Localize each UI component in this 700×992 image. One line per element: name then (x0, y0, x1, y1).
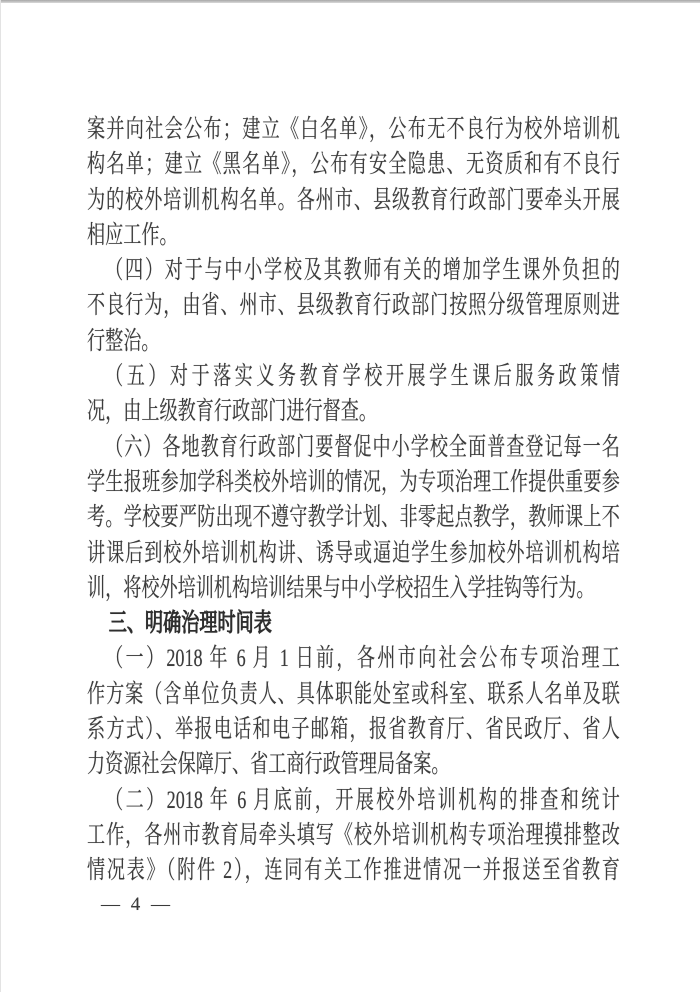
text-line: 况，由上级教育行政部门进行督查。 (87, 398, 378, 426)
text-line: 训，将校外培训机构培训结果与中小学校招生入学挂钩等行为。 (87, 574, 595, 602)
document-text-block (87, 112, 620, 889)
text-line: 不良行为，由省、州市、县级教育行政部门按照分级管理原则进 (87, 292, 620, 320)
text-line: （二）2018 年 6 月底前，开展校外培训机构的排查和统计 (105, 786, 620, 814)
text-line: 力资源社会保障厅、省工商行政管理局备案。 (87, 751, 450, 779)
scan-edge-left (0, 0, 1, 992)
text-line: 行整治。 (87, 327, 160, 355)
text-line: 工作，各州市教育局牵头填写《校外培训机构专项治理摸排整改 (87, 821, 620, 849)
scan-edge-top (0, 0, 700, 3)
text-line: 构名单；建立《黑名单》，公布有安全隐患、无资质和有不良行 (87, 151, 620, 179)
text-line: （六）各地教育行政部门要督促中小学校全面普查登记每一名 (105, 433, 620, 461)
text-line: （一）2018 年 6 月 1 日前，各州市向社会公布专项治理工 (105, 645, 620, 673)
text-line: 为的校外培训机构名单。各州市、县级教育行政部门要牵头开展 (87, 186, 620, 214)
text-line: 学生报班参加学科类校外培训的情况，为专项治理工作提供重要参 (87, 468, 620, 496)
text-line: （五）对于落实义务教育学校开展学生课后服务政策情 (105, 363, 620, 391)
section-heading: 三、明确治理时间表 (108, 609, 272, 638)
text-line: 讲课后到校外培训机构讲、诱导或逼迫学生参加校外培训机构培 (87, 539, 620, 567)
text-line: 作方案（含单位负责人、具体职能处室或科室、联系人名单及联 (87, 680, 620, 708)
text-line: 情况表》（附件 2），连同有关工作推进情况一并报送至省教育 (87, 857, 620, 885)
text-line: 相应工作。 (87, 221, 178, 249)
text-line: 案并向社会公布；建立《白名单》，公布无不良行为校外培训机 (87, 116, 620, 143)
text-line: 考。学校要严防出现不遵守教学计划、非零起点教学，教师课上不 (87, 504, 620, 532)
text-line: （四）对于与中小学校及其教师有关的增加学生课外负担的 (105, 257, 620, 285)
page-number: — 4 — (101, 894, 173, 915)
text-line: 系方式）、举报电话和电子邮箱，报省教育厅、省民政厅、省人 (87, 716, 620, 744)
